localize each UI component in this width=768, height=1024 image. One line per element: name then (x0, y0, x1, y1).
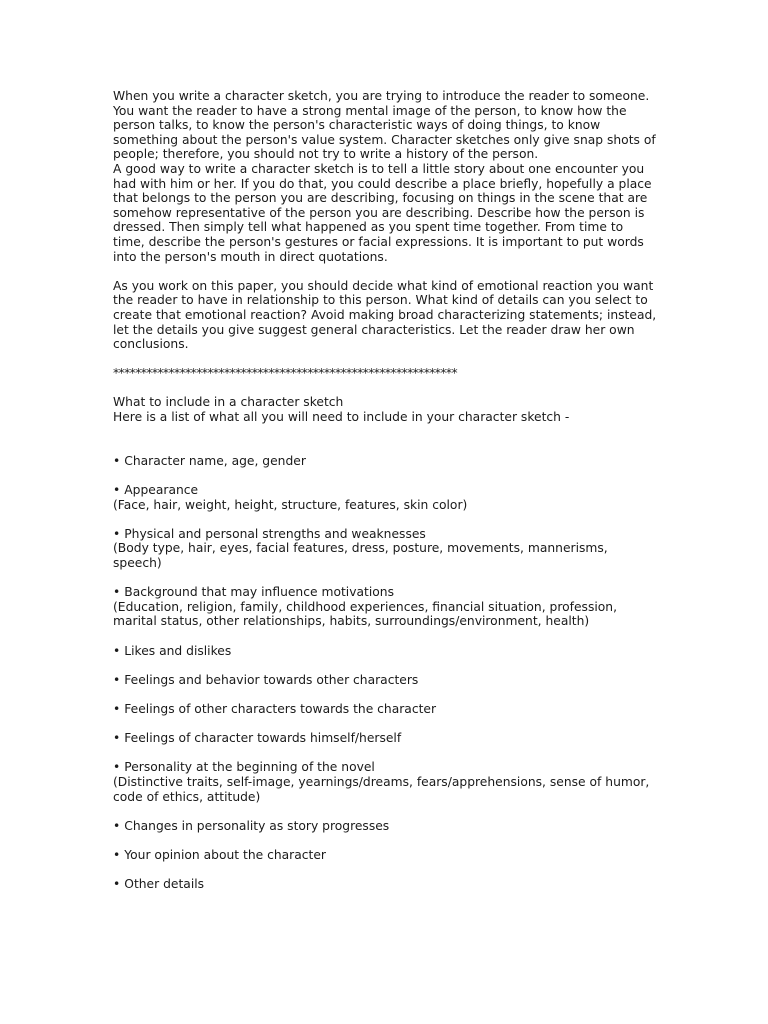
list-item-title (113, 483, 658, 498)
list-item (113, 585, 658, 629)
bullet-icon: • (113, 847, 121, 862)
spacer (113, 746, 658, 761)
spacer (113, 264, 658, 279)
spacer (113, 658, 658, 673)
list-heading: What to include in a character sketch (113, 395, 344, 410)
list-item-label: Personality at the beginning of the novel (124, 760, 375, 775)
list-item (113, 731, 658, 746)
spacer (113, 629, 658, 644)
list-item-title (113, 644, 658, 659)
list-item-title (113, 760, 658, 775)
bullet-icon: • (113, 760, 121, 775)
spacer (113, 717, 658, 732)
spacer (113, 352, 658, 367)
list-item-detail: (Face, hair, weight, height, structure, features, skin color) (113, 497, 468, 512)
list-item-label: Feelings of character towards himself/herself (124, 731, 402, 746)
list-item (113, 644, 658, 659)
bullet-icon: • (113, 643, 121, 658)
list-item-title (113, 454, 658, 469)
list-item-title (113, 527, 658, 542)
spacer (113, 425, 658, 454)
list-item-label: Likes and dislikes (124, 643, 232, 658)
intro-paragraph-3: As you work on this paper, you should decide what kind of emotional reaction you want the reader to have in relationship to this person. What kind of details can you select to create that emotional reaction? Avoid making broad characterizing statements; instead, let the details you give suggest general characteristics. Let the reader draw her own conclusions. (113, 278, 657, 352)
list-item-title (113, 848, 658, 863)
include-list (113, 454, 658, 892)
list-item-title (113, 819, 658, 834)
list-item-title (113, 877, 658, 892)
list-item-title (113, 673, 658, 688)
list-item-label: Changes in personality as story progresses (124, 818, 390, 833)
spacer (113, 571, 658, 586)
bullet-icon: • (113, 818, 121, 833)
list-item-label: Other details (124, 877, 205, 892)
list-item-detail: (Body type, hair, eyes, facial features, dress, posture, movements, mannerisms, speech) (113, 541, 608, 570)
list-item (113, 702, 658, 717)
list-item-label: Character name, age, gender (124, 453, 306, 468)
spacer (113, 687, 658, 702)
list-item-title (113, 702, 658, 717)
bullet-icon: • (113, 453, 121, 468)
list-item-title (113, 585, 658, 600)
bullet-icon: • (113, 526, 121, 541)
bullet-icon: • (113, 585, 121, 600)
list-item (113, 848, 658, 863)
spacer (113, 512, 658, 527)
list-item (113, 760, 658, 804)
list-item (113, 673, 658, 688)
spacer (113, 804, 658, 819)
spacer (113, 468, 658, 483)
document-page (113, 89, 658, 892)
list-item-detail: (Education, religion, family, childhood experiences, financial situation, profession, marital status, other relationships, habits, surroundings/environment, health) (113, 599, 617, 629)
list-item-label: Physical and personal strengths and weaknesses (124, 526, 426, 541)
asterisk-separator: ************************************************************** (113, 366, 458, 381)
intro-paragraph-2: A good way to write a character sketch is to tell a little story about one encounter you had with him or her. If you do that, you could describe a place briefly, hopefully a place that belongs to the person you are describing, focusing on things in the scene that are somehow representative of the person you are describing. Describe how the person is dressed. Then simply tell what happened as you spent time together. From time to time, describe the person's gestures or facial expressions. It is important to put words into the person's mouth in direct quotations. (113, 161, 652, 264)
bullet-icon: • (113, 877, 121, 892)
spacer (113, 833, 658, 848)
list-item (113, 527, 658, 571)
spacer (113, 862, 658, 877)
bullet-icon: • (113, 731, 121, 746)
list-item (113, 819, 658, 834)
list-item-label: Appearance (124, 483, 199, 498)
bullet-icon: • (113, 672, 121, 687)
list-item-label: Feelings and behavior towards other characters (124, 672, 419, 687)
list-item-detail: (Distinctive traits, self-image, yearnings/dreams, fears/apprehensions, sense of humor, code of ethics, attitude) (113, 774, 650, 804)
list-item-label: Your opinion about the character (124, 847, 326, 862)
list-item-title (113, 731, 658, 746)
list-item-label: Feelings of other characters towards the character (124, 701, 437, 716)
list-item-label: Background that may influence motivations (124, 585, 394, 600)
list-item (113, 877, 658, 892)
list-subheading: Here is a list of what all you will need to include in your character sketch - (113, 410, 570, 425)
spacer (113, 381, 658, 396)
bullet-icon: • (113, 483, 121, 498)
bullet-icon: • (113, 701, 121, 716)
list-item (113, 454, 658, 469)
intro-paragraph-1: When you write a character sketch, you are trying to introduce the reader to someone. You want the reader to have a strong mental image of the person, to know how the person talks, to know the person's characteristic ways of doing things, to know something about the person's value system. Character sketches only give snap shots of people; therefore, you should not try to write a history of the person. (113, 89, 656, 162)
list-item (113, 483, 658, 512)
